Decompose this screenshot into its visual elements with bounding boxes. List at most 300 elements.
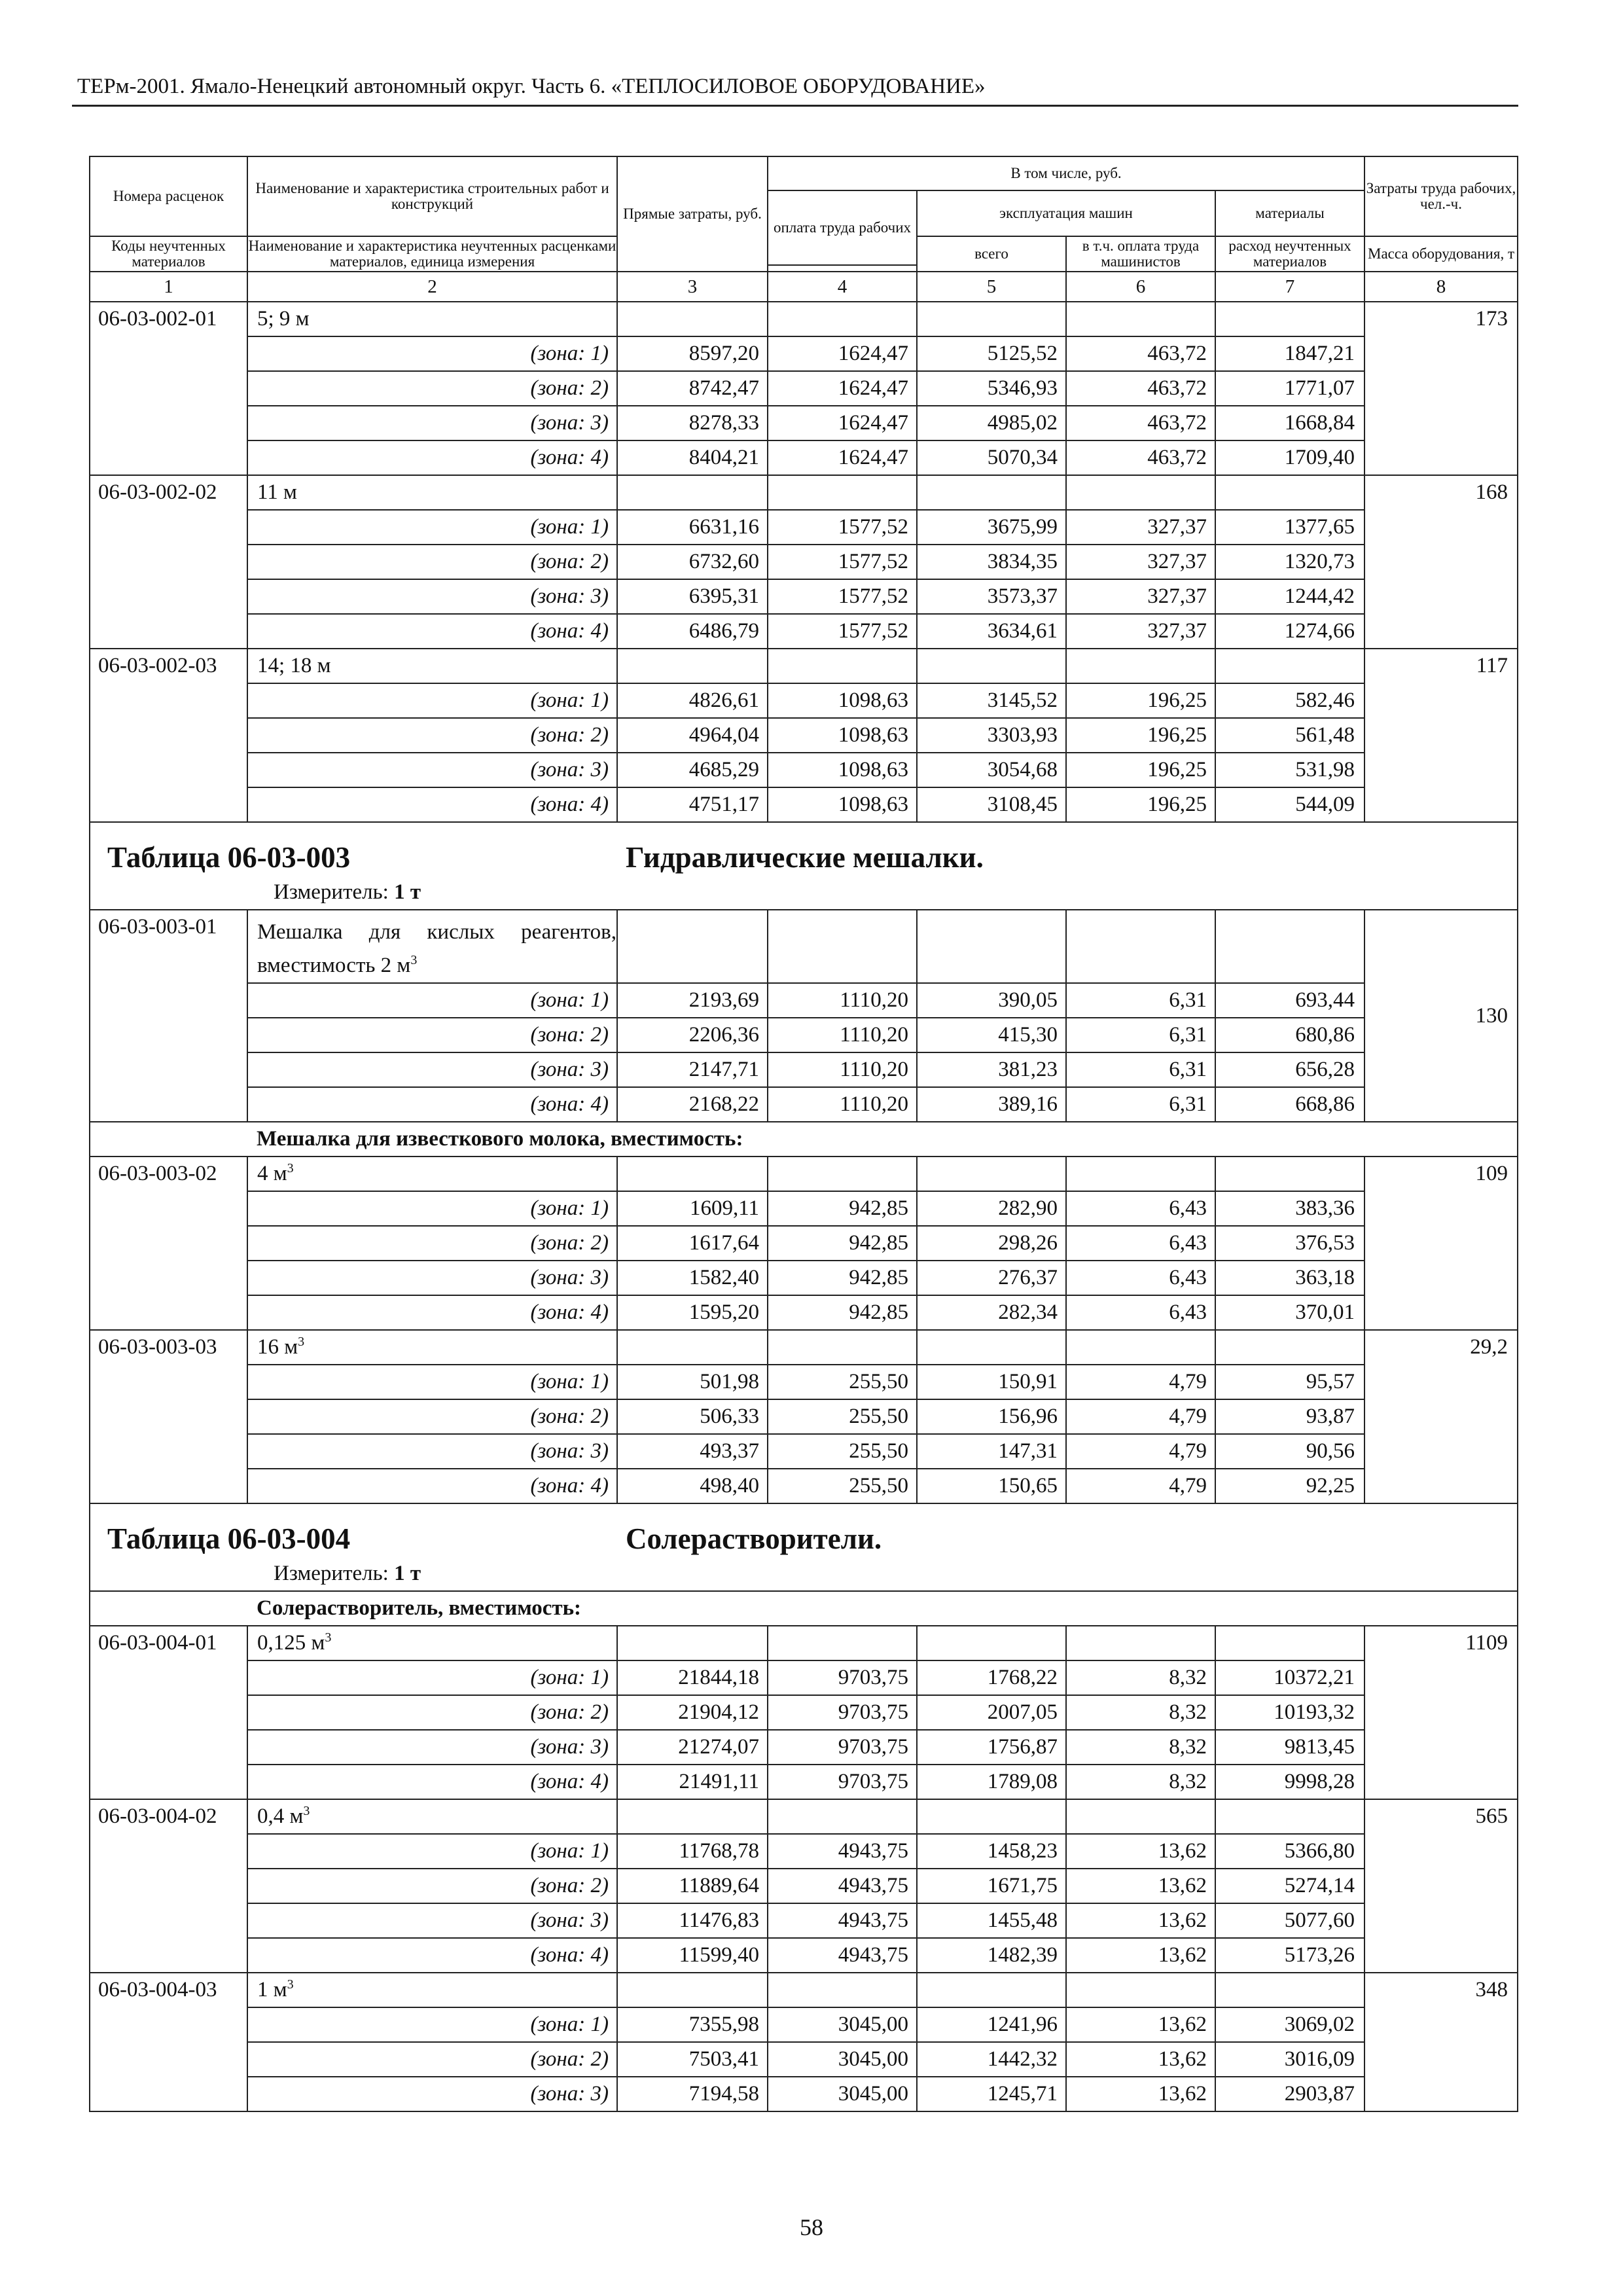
zone-row	[90, 1834, 1518, 1869]
rate-row	[90, 1799, 1518, 1834]
zone-label: (зона: 3)	[247, 753, 617, 787]
group-row	[90, 1122, 1518, 1157]
rate-name-cell	[247, 302, 617, 336]
machines-total: 1789,08	[917, 1765, 1066, 1799]
machines-total: 1458,23	[917, 1834, 1066, 1869]
zone-row	[90, 753, 1518, 787]
table-number: Таблица 06-03-003	[107, 841, 351, 874]
machines-total: 5070,34	[917, 440, 1066, 475]
col-header-machine-operation: эксплуатация машин	[917, 190, 1215, 236]
materials-cost: 1244,42	[1215, 579, 1364, 614]
col-header-including: В том числе, руб.	[768, 156, 1364, 190]
direct-costs: 21274,07	[617, 1730, 768, 1765]
operator-pay: 6,43	[1066, 1261, 1215, 1295]
rate-name-cell	[247, 1973, 617, 2007]
col-header-materials: материалы	[1215, 190, 1364, 236]
worker-pay: 1577,52	[768, 545, 917, 579]
rate-name-cell	[247, 1157, 617, 1191]
zone-row	[90, 1226, 1518, 1261]
rate-name-cell	[247, 649, 617, 683]
worker-pay: 1624,47	[768, 406, 917, 440]
zone-label: (зона: 1)	[247, 983, 617, 1018]
machines-total: 5125,52	[917, 336, 1066, 371]
direct-costs: 2168,22	[617, 1087, 768, 1122]
operator-pay: 8,32	[1066, 1730, 1215, 1765]
worker-pay: 1577,52	[768, 579, 917, 614]
rate-code: 06-03-004-03	[90, 1973, 247, 2111]
zone-label: (зона: 4)	[247, 787, 617, 822]
operator-pay: 8,32	[1066, 1695, 1215, 1730]
zone-label: (зона: 2)	[247, 718, 617, 753]
direct-costs: 21904,12	[617, 1695, 768, 1730]
direct-costs: 6486,79	[617, 614, 768, 649]
direct-costs: 8404,21	[617, 440, 768, 475]
materials-cost: 680,86	[1215, 1018, 1364, 1052]
rate-row	[90, 1973, 1518, 2007]
worker-pay: 1624,47	[768, 371, 917, 406]
rate-name-superscript: 3	[298, 1335, 305, 1349]
machines-total: 1442,32	[917, 2042, 1066, 2077]
direct-costs: 11476,83	[617, 1903, 768, 1938]
zone-row	[90, 1399, 1518, 1434]
machines-total: 389,16	[917, 1087, 1066, 1122]
operator-pay: 327,37	[1066, 510, 1215, 545]
direct-costs: 1609,11	[617, 1191, 768, 1226]
operator-pay: 6,31	[1066, 983, 1215, 1018]
machines-total: 156,96	[917, 1399, 1066, 1434]
table-heading-row	[90, 822, 1518, 910]
direct-costs: 8742,47	[617, 371, 768, 406]
col-header-operator-pay: в т.ч. оплата труда машинистов	[1066, 236, 1215, 272]
zone-row	[90, 1938, 1518, 1973]
direct-costs: 6732,60	[617, 545, 768, 579]
empty-cell	[768, 1157, 917, 1191]
worker-pay: 1098,63	[768, 787, 917, 822]
machines-total: 276,37	[917, 1261, 1066, 1295]
zone-row	[90, 1469, 1518, 1503]
rate-name-superscript: 3	[287, 1977, 294, 1992]
empty-cell	[617, 1799, 768, 1834]
machines-total: 1671,75	[917, 1869, 1066, 1903]
operator-pay: 6,31	[1066, 1018, 1215, 1052]
col-number: 2	[247, 272, 617, 302]
empty-cell	[768, 302, 917, 336]
operator-pay: 6,31	[1066, 1087, 1215, 1122]
empty-cell	[917, 302, 1066, 336]
rate-row	[90, 1157, 1518, 1191]
worker-pay: 1110,20	[768, 1087, 917, 1122]
machines-total: 381,23	[917, 1052, 1066, 1087]
operator-pay: 4,79	[1066, 1469, 1215, 1503]
rate-mass: 173	[1364, 302, 1518, 475]
rates-table-body	[90, 156, 1518, 2111]
materials-cost: 3069,02	[1215, 2007, 1364, 2042]
materials-cost: 5173,26	[1215, 1938, 1364, 1973]
rate-name: 0,125 м	[257, 1631, 325, 1655]
empty-cell	[1066, 1626, 1215, 1660]
direct-costs: 8278,33	[617, 406, 768, 440]
worker-pay: 1624,47	[768, 336, 917, 371]
direct-costs: 8597,20	[617, 336, 768, 371]
col-number: 7	[1215, 272, 1364, 302]
table-title: Гидравлические мешалки.	[626, 841, 984, 874]
worker-pay: 1098,63	[768, 683, 917, 718]
empty-cell	[768, 910, 917, 983]
zone-label: (зона: 1)	[247, 2007, 617, 2042]
machines-total: 3303,93	[917, 718, 1066, 753]
materials-cost: 668,86	[1215, 1087, 1364, 1122]
rate-code: 06-03-004-02	[90, 1799, 247, 1973]
empty-cell	[1066, 302, 1215, 336]
zone-label: (зона: 1)	[247, 1191, 617, 1226]
empty-cell	[768, 649, 917, 683]
rate-mass: 130	[1364, 910, 1518, 1122]
zone-row	[90, 1052, 1518, 1087]
materials-cost: 93,87	[1215, 1399, 1364, 1434]
materials-cost: 1668,84	[1215, 406, 1364, 440]
zone-row	[90, 1295, 1518, 1330]
zone-row	[90, 2077, 1518, 2111]
machines-total: 1768,22	[917, 1660, 1066, 1695]
direct-costs: 506,33	[617, 1399, 768, 1434]
operator-pay: 13,62	[1066, 2042, 1215, 2077]
direct-costs: 21844,18	[617, 1660, 768, 1695]
direct-costs: 4964,04	[617, 718, 768, 753]
machines-total: 3145,52	[917, 683, 1066, 718]
materials-cost: 9998,28	[1215, 1765, 1364, 1799]
zone-row	[90, 1365, 1518, 1399]
rate-name-superscript: 3	[287, 1161, 294, 1175]
worker-pay: 9703,75	[768, 1765, 917, 1799]
rate-row	[90, 910, 1518, 983]
rate-code: 06-03-002-01	[90, 302, 247, 475]
materials-cost: 1274,66	[1215, 614, 1364, 649]
materials-cost: 531,98	[1215, 753, 1364, 787]
operator-pay: 463,72	[1066, 336, 1215, 371]
zone-row	[90, 1087, 1518, 1122]
materials-cost: 544,09	[1215, 787, 1364, 822]
measure-unit: 1 т	[394, 880, 421, 904]
worker-pay: 1110,20	[768, 983, 917, 1018]
rate-name: 1 м	[257, 1978, 287, 2001]
materials-cost: 10372,21	[1215, 1660, 1364, 1695]
zone-row	[90, 1903, 1518, 1938]
worker-pay: 255,50	[768, 1469, 917, 1503]
operator-pay: 196,25	[1066, 683, 1215, 718]
materials-cost: 90,56	[1215, 1434, 1364, 1469]
group-row	[90, 1591, 1518, 1626]
operator-pay: 6,43	[1066, 1295, 1215, 1330]
worker-pay: 4943,75	[768, 1834, 917, 1869]
measure-unit: 1 т	[394, 1562, 421, 1585]
worker-pay: 1577,52	[768, 510, 917, 545]
col-number: 5	[917, 272, 1066, 302]
empty-cell	[617, 1157, 768, 1191]
zone-label: (зона: 3)	[247, 2077, 617, 2111]
table-title: Солерастворители.	[626, 1522, 882, 1555]
col-header-material-codes: Коды неучтенных материалов	[90, 236, 247, 272]
worker-pay: 9703,75	[768, 1660, 917, 1695]
materials-cost: 3016,09	[1215, 2042, 1364, 2077]
operator-pay: 4,79	[1066, 1365, 1215, 1399]
materials-cost: 2903,87	[1215, 2077, 1364, 2111]
worker-pay: 942,85	[768, 1191, 917, 1226]
operator-pay: 327,37	[1066, 545, 1215, 579]
zone-label: (зона: 3)	[247, 1261, 617, 1295]
materials-cost: 9813,45	[1215, 1730, 1364, 1765]
worker-pay: 1577,52	[768, 614, 917, 649]
empty-cell	[1066, 1330, 1215, 1365]
machines-total: 5346,93	[917, 371, 1066, 406]
rate-name: 4 м	[257, 1162, 287, 1185]
col-number: 8	[1364, 272, 1518, 302]
zone-label: (зона: 2)	[247, 545, 617, 579]
rate-row	[90, 475, 1518, 510]
materials-cost: 95,57	[1215, 1365, 1364, 1399]
col-number: 4	[768, 272, 917, 302]
rate-name-cell	[247, 910, 617, 983]
zone-row	[90, 1730, 1518, 1765]
materials-cost: 363,18	[1215, 1261, 1364, 1295]
empty-cell	[617, 302, 768, 336]
rate-mass: 348	[1364, 1973, 1518, 2111]
empty-cell	[617, 475, 768, 510]
empty-cell	[917, 1626, 1066, 1660]
direct-costs: 7503,41	[617, 2042, 768, 2077]
empty-cell	[768, 475, 917, 510]
direct-costs: 21491,11	[617, 1765, 768, 1799]
rate-code: 06-03-003-03	[90, 1330, 247, 1503]
materials-cost: 693,44	[1215, 983, 1364, 1018]
empty-cell	[768, 1330, 917, 1365]
worker-pay: 4943,75	[768, 1938, 917, 1973]
col-header-rate-numbers: Номера расценок	[90, 156, 247, 236]
zone-label: (зона: 3)	[247, 406, 617, 440]
zone-row	[90, 406, 1518, 440]
operator-pay: 463,72	[1066, 406, 1215, 440]
col-header-worker-pay: оплата труда рабочих	[768, 190, 917, 265]
rate-code: 06-03-004-01	[90, 1626, 247, 1799]
empty-cell	[917, 649, 1066, 683]
rate-name: 14; 18 м	[257, 654, 331, 677]
zone-label: (зона: 2)	[247, 2042, 617, 2077]
machines-total: 150,91	[917, 1365, 1066, 1399]
machines-total: 3675,99	[917, 510, 1066, 545]
page-number: 58	[800, 2214, 823, 2240]
worker-pay: 255,50	[768, 1434, 917, 1469]
machines-total: 4985,02	[917, 406, 1066, 440]
zone-label: (зона: 1)	[247, 1365, 617, 1399]
machines-total: 3573,37	[917, 579, 1066, 614]
direct-costs: 1595,20	[617, 1295, 768, 1330]
empty-cell	[917, 1157, 1066, 1191]
worker-pay: 3045,00	[768, 2007, 917, 2042]
rate-name: 16 м	[257, 1335, 298, 1359]
zone-label: (зона: 4)	[247, 614, 617, 649]
operator-pay: 13,62	[1066, 2007, 1215, 2042]
operator-pay: 196,25	[1066, 787, 1215, 822]
empty-cell	[768, 1973, 917, 2007]
rate-name: 0,4 м	[257, 1804, 304, 1828]
worker-pay: 3045,00	[768, 2077, 917, 2111]
empty-cell	[1215, 910, 1364, 983]
zone-label: (зона: 4)	[247, 1469, 617, 1503]
direct-costs: 6631,16	[617, 510, 768, 545]
machines-total: 150,65	[917, 1469, 1066, 1503]
measure-line	[107, 1559, 1517, 1588]
empty-cell	[617, 1973, 768, 2007]
empty-cell	[917, 1799, 1066, 1834]
zone-label: (зона: 4)	[247, 1295, 617, 1330]
zone-label: (зона: 3)	[247, 1434, 617, 1469]
measure-line	[107, 878, 1517, 906]
col-header-material-names: Наименование и характеристика неучтенных расценками материалов, единица измерения	[247, 236, 617, 272]
zone-label: (зона: 2)	[247, 1018, 617, 1052]
zone-row	[90, 1018, 1518, 1052]
zone-row	[90, 2042, 1518, 2077]
rate-mass: 1109	[1364, 1626, 1518, 1799]
direct-costs: 498,40	[617, 1469, 768, 1503]
empty-cell	[1215, 1799, 1364, 1834]
col-header-equipment-mass: Масса оборудования, т	[1364, 236, 1518, 272]
zone-label: (зона: 2)	[247, 1399, 617, 1434]
operator-pay: 8,32	[1066, 1660, 1215, 1695]
header-rule	[72, 105, 1518, 107]
zone-label: (зона: 1)	[247, 336, 617, 371]
zone-label: (зона: 4)	[247, 1938, 617, 1973]
col-header-labor-costs: Затраты труда рабочих, чел.-ч.	[1364, 156, 1518, 236]
worker-pay: 1098,63	[768, 753, 917, 787]
empty-cell	[617, 649, 768, 683]
zone-label: (зона: 1)	[247, 510, 617, 545]
empty-cell	[617, 1626, 768, 1660]
col-number: 6	[1066, 272, 1215, 302]
direct-costs: 6395,31	[617, 579, 768, 614]
materials-cost: 582,46	[1215, 683, 1364, 718]
zone-label: (зона: 1)	[247, 683, 617, 718]
machines-total: 2007,05	[917, 1695, 1066, 1730]
materials-cost: 376,53	[1215, 1226, 1364, 1261]
operator-pay: 6,43	[1066, 1191, 1215, 1226]
measure-label: Измеритель:	[274, 880, 389, 904]
materials-cost: 5274,14	[1215, 1869, 1364, 1903]
operator-pay: 4,79	[1066, 1399, 1215, 1434]
rate-code: 06-03-003-02	[90, 1157, 247, 1330]
operator-pay: 4,79	[1066, 1434, 1215, 1469]
empty-cell	[1215, 649, 1364, 683]
col-number: 3	[617, 272, 768, 302]
zone-label: (зона: 3)	[247, 579, 617, 614]
zone-label: (зона: 3)	[247, 1730, 617, 1765]
worker-pay: 255,50	[768, 1365, 917, 1399]
operator-pay: 463,72	[1066, 371, 1215, 406]
worker-pay: 3045,00	[768, 2042, 917, 2077]
machines-total: 3054,68	[917, 753, 1066, 787]
col-header-unaccounted-materials: расход неучтенных материалов	[1215, 236, 1364, 272]
zone-row	[90, 787, 1518, 822]
table-heading	[90, 1503, 1518, 1591]
col-header-work-name: Наименование и характеристика строительных работ и конструкций	[247, 156, 617, 236]
zone-row	[90, 510, 1518, 545]
empty-cell	[1215, 302, 1364, 336]
col-header-machines-total: всего	[917, 236, 1066, 272]
rate-name: 5; 9 м	[257, 307, 310, 331]
rate-name-superscript: 3	[325, 1630, 332, 1645]
direct-costs: 4826,61	[617, 683, 768, 718]
direct-costs: 4751,17	[617, 787, 768, 822]
worker-pay: 942,85	[768, 1261, 917, 1295]
rate-mass: 117	[1364, 649, 1518, 822]
rate-name-cell	[247, 475, 617, 510]
operator-pay: 13,62	[1066, 1869, 1215, 1903]
machines-total: 298,26	[917, 1226, 1066, 1261]
zone-row	[90, 1869, 1518, 1903]
machines-total: 282,34	[917, 1295, 1066, 1330]
empty-cell	[1066, 1973, 1215, 2007]
zone-label: (зона: 3)	[247, 1903, 617, 1938]
zone-row	[90, 1765, 1518, 1799]
empty-cell	[617, 910, 768, 983]
operator-pay: 8,32	[1066, 1765, 1215, 1799]
zone-label: (зона: 4)	[247, 1087, 617, 1122]
zone-label: (зона: 4)	[247, 1765, 617, 1799]
rate-mass: 168	[1364, 475, 1518, 649]
rate-row	[90, 649, 1518, 683]
rate-mass: 109	[1364, 1157, 1518, 1330]
worker-pay: 1098,63	[768, 718, 917, 753]
zone-row	[90, 579, 1518, 614]
materials-cost: 10193,32	[1215, 1695, 1364, 1730]
operator-pay: 13,62	[1066, 1903, 1215, 1938]
materials-cost: 1709,40	[1215, 440, 1364, 475]
zone-row	[90, 683, 1518, 718]
materials-cost: 92,25	[1215, 1469, 1364, 1503]
direct-costs: 2206,36	[617, 1018, 768, 1052]
machines-total: 282,90	[917, 1191, 1066, 1226]
rate-mass: 565	[1364, 1799, 1518, 1973]
empty-cell	[917, 475, 1066, 510]
empty-cell	[917, 1330, 1066, 1365]
materials-cost: 370,01	[1215, 1295, 1364, 1330]
machines-total: 1455,48	[917, 1903, 1066, 1938]
rate-code: 06-03-003-01	[90, 910, 247, 1122]
empty-cell	[1066, 910, 1215, 983]
worker-pay: 1624,47	[768, 440, 917, 475]
zone-label: (зона: 1)	[247, 1660, 617, 1695]
materials-cost: 1377,65	[1215, 510, 1364, 545]
machines-total: 415,30	[917, 1018, 1066, 1052]
direct-costs: 2147,71	[617, 1052, 768, 1087]
rate-name: Мешалка для кислых реагентов, вместимость 2 м	[257, 920, 616, 977]
zone-row	[90, 545, 1518, 579]
group-title: Мешалка для известкового молока, вместимость:	[90, 1122, 1518, 1157]
col-header-direct-costs: Прямые затраты, руб.	[617, 156, 768, 272]
empty-cell	[1066, 1157, 1215, 1191]
zone-row	[90, 718, 1518, 753]
direct-costs: 1617,64	[617, 1226, 768, 1261]
empty-cell	[1215, 475, 1364, 510]
rate-row	[90, 1626, 1518, 1660]
direct-costs: 501,98	[617, 1365, 768, 1399]
rate-name-cell	[247, 1799, 617, 1834]
operator-pay: 463,72	[1066, 440, 1215, 475]
operator-pay: 6,43	[1066, 1226, 1215, 1261]
rate-name-cell	[247, 1626, 617, 1660]
empty-cell	[917, 910, 1066, 983]
worker-pay: 942,85	[768, 1226, 917, 1261]
empty-cell	[1215, 1626, 1364, 1660]
zone-label: (зона: 1)	[247, 1834, 617, 1869]
